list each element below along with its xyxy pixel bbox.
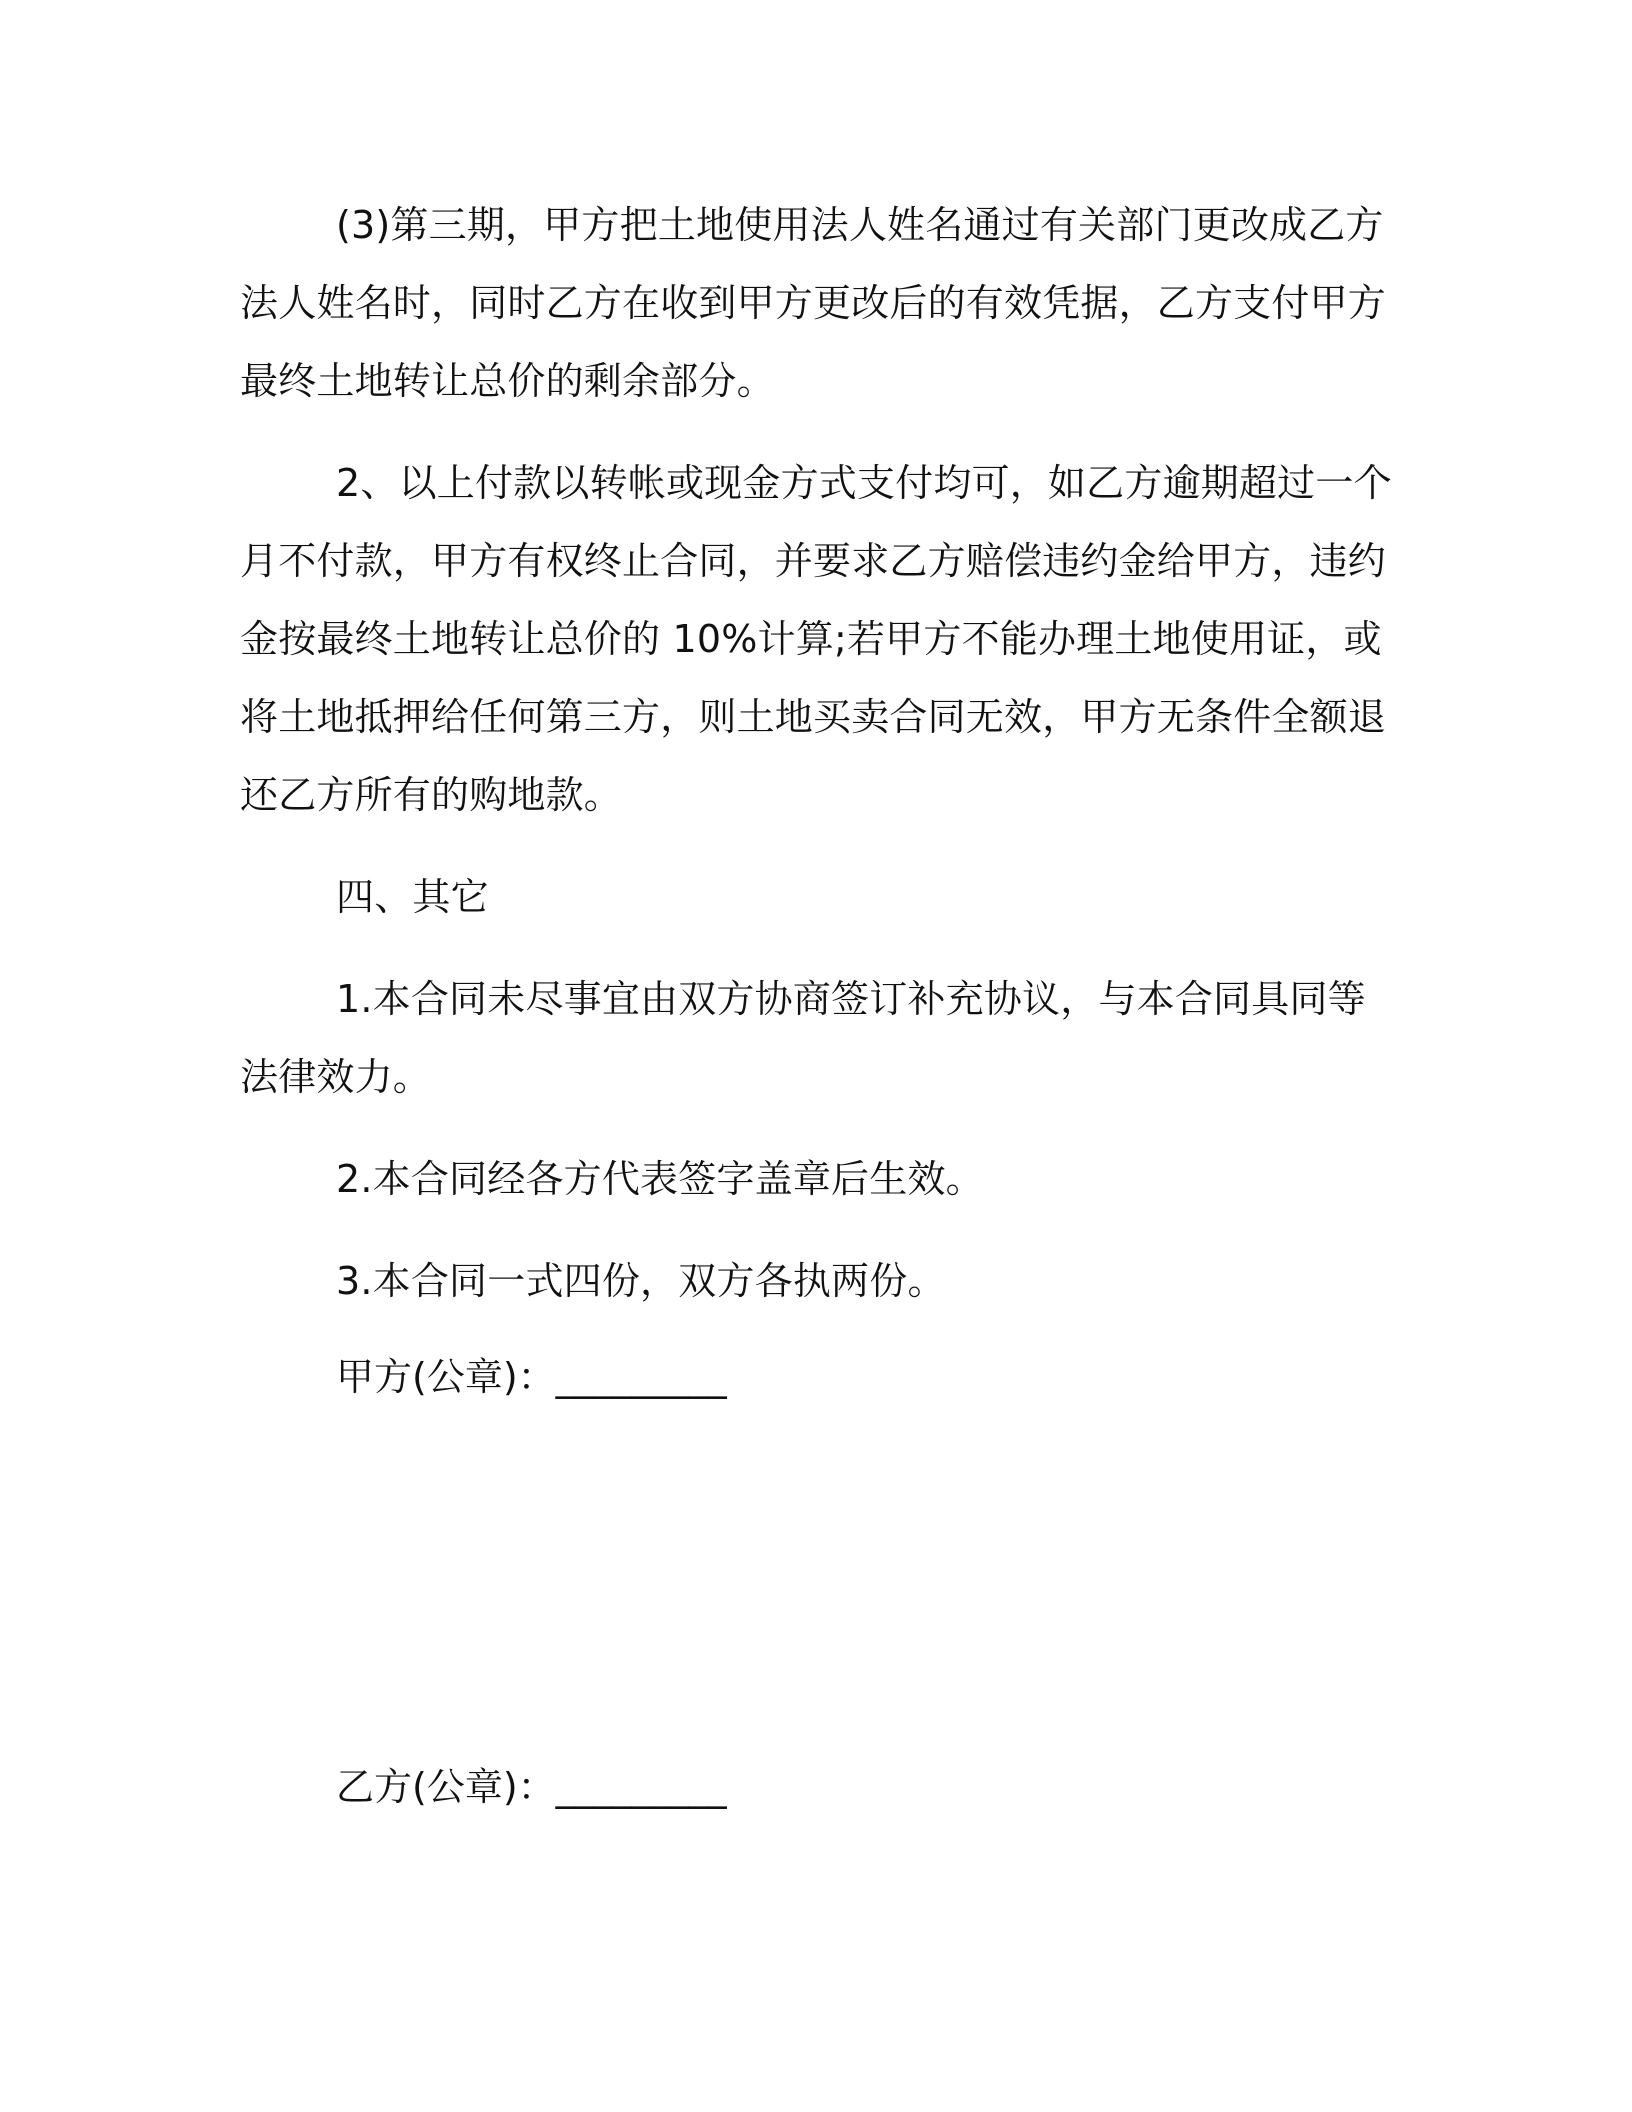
signature-block-party-a <box>240 1338 1392 1416</box>
signature-line-party-a: 甲方(公章)：_________ <box>336 1355 727 1399</box>
paragraph-other-1: 1.本合同未尽事宜由双方协商签订补充协议，与本合同具同等法律效力。 <box>240 977 1366 1099</box>
paragraph-other-2: 2.本合同经各方代表签字盖章后生效。 <box>336 1157 984 1201</box>
signature-block-party-b <box>240 1748 1392 1826</box>
paragraph-other-3: 3.本合同一式四份，双方各执两份。 <box>336 1259 946 1303</box>
paragraph-payment-terms: 2、以上付款以转帐或现金方式支付均可，如乙方逾期超过一个月不付款，甲方有权终止合同，并要求乙方赔偿违约金给甲方，违约金按最终土地转让总价的 10%计算;若甲方不能办理土地使用证，或将土地抵押给任何第三方，则土地买卖合同无效，甲方无条件全额退还乙方所有的购地款。 <box>240 461 1392 817</box>
paragraph-payment-phase-3: (3)第三期，甲方把土地使用法人姓名通过有关部门更改成乙方法人姓名时，同时乙方在收到甲方更改后的有效凭据，乙方支付甲方最终土地转让总价的剩余部分。 <box>240 203 1387 403</box>
section-heading-other: 四、其它 <box>336 875 489 919</box>
document-body <box>240 186 1392 1320</box>
signature-line-party-b: 乙方(公章)：_________ <box>336 1765 727 1809</box>
